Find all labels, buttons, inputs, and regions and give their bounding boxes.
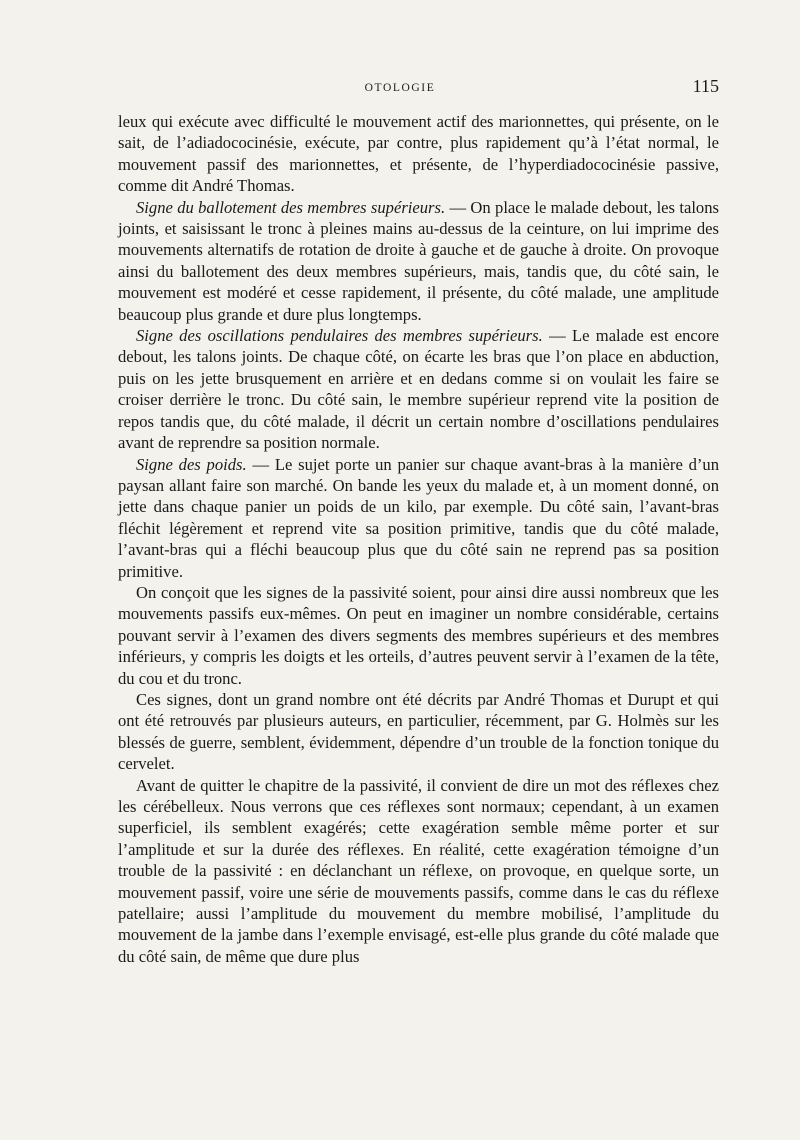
paragraph-text: — Le sujet porte un panier sur chaque avant-bras à la manière d’un paysan allant faire son marché. On bande les yeux du malade et, à un moment donné, on jette dans chaque panier un poids de un kilo, par exemple. Du côté sain, l’avant-bras fléchit légèrement et reprend vite sa position primitive, tandis que du côté malade, l’avant-bras qui a fléchi beaucoup plus que du côté sain ne reprend pas sa position primitive. xyxy=(118,454,720,581)
paragraph-reflexes xyxy=(118,775,719,968)
page-number: 115 xyxy=(692,76,719,96)
paragraph-text: Ces signes, dont un grand nombre ont été décrits par André Thomas et Durupt et qui ont été retrouvés par plusieurs auteurs, en particulier, récemment, par G. Holmès sur les blessés de guerre, semblent, évidemment, dépendre d’un trouble de la fonction tonique du cervelet. xyxy=(118,689,719,774)
sign-title-ballotement: Signe du ballotement des membres supérieurs. xyxy=(136,197,446,217)
paragraph-text: — On place le malade debout, les talons joints, et saisissant le tronc à pleines mains au-dessus de la ceinture, on lui imprime des mouvements alternatifs de rotation de droite à gauche et de gauche à droite. On provoque ainsi du ballotement des deux membres supérieurs, mais, tandis que, du côté sain, le mouvement est modéré et cesse rapidement, il présente, du côté malade, une amplitude beaucoup plus grande et dure plus longtemps. xyxy=(118,197,719,324)
paragraph-continuation xyxy=(118,111,719,197)
running-title: OTOLOGIE xyxy=(364,82,436,94)
paragraph-text: Avant de quitter le chapitre de la passivité, il convient de dire un mot des réflexes chez les cérébelleux. Nous verrons que ces réflexes sont normaux; cependant, à un examen superficiel, ils semblent exagérés; cette exagération semble même porter et sur l’amplitude et sur la durée des réflexes. En réalité, cette exagération témoigne d’un trouble de la passivité : en déclanchant un réflexe, on provoque, en quelque sorte, un mouvement passif, voire une série de mouvements passifs, comme dans le cas du réflexe patellaire; aussi l’amplitude du mouvement du membre mobilisé, l’amplitude du mouvement de la jambe dans l’exemple envisagé, est-elle plus grande du côté malade que du côté sain, de même que dure plus xyxy=(118,775,719,966)
paragraph-ballotement xyxy=(118,197,719,325)
sign-title-poids: Signe des poids. xyxy=(136,454,247,474)
paragraph-passivite xyxy=(118,582,719,689)
paragraph-text: — Le malade est encore debout, les talons joints. De chaque côté, on écarte les bras que l’on place en abduction, puis on les jette brusquement en arrière et en dedans comme si on voulait les faire se croiser derrière le tronc. Du côté sain, le membre supérieur reprend vite la position de repos tandis que, du côté malade, il décrit un certain nombre d’oscillations pendulaires avant de reprendre sa position normale. xyxy=(118,326,719,453)
paragraph-oscillations xyxy=(118,325,719,453)
paragraph-text: On conçoit que les signes de la passivité soient, pour ainsi dire aussi nombreux que les mouvements passifs eux-mêmes. On peut en imaginer un nombre considérable, certains pouvant servir à l’examen des divers segments des membres supérieurs et des membres inférieurs, y compris les doigts et les orteils, d’autres peuvent servir à l’examen de la tête, du cou et du tronc. xyxy=(118,582,719,688)
paragraph-poids xyxy=(118,454,719,582)
body-text xyxy=(118,111,719,967)
sign-title-oscillations: Signe des oscillations pendulaires des membres supérieurs. xyxy=(136,326,543,346)
paragraph-text: leux qui exécute avec difficulté le mouvement actif des marionnettes, qui présente, on le sait, de l’adiadococinésie, exécute, par contre, plus rapidement qu’à l’état normal, le mouvement passif des marionnettes, et présente, de l’hyperdiadococinésie passive, comme dit André Thomas. xyxy=(118,112,719,196)
paragraph-thomas-durupt xyxy=(118,689,719,775)
